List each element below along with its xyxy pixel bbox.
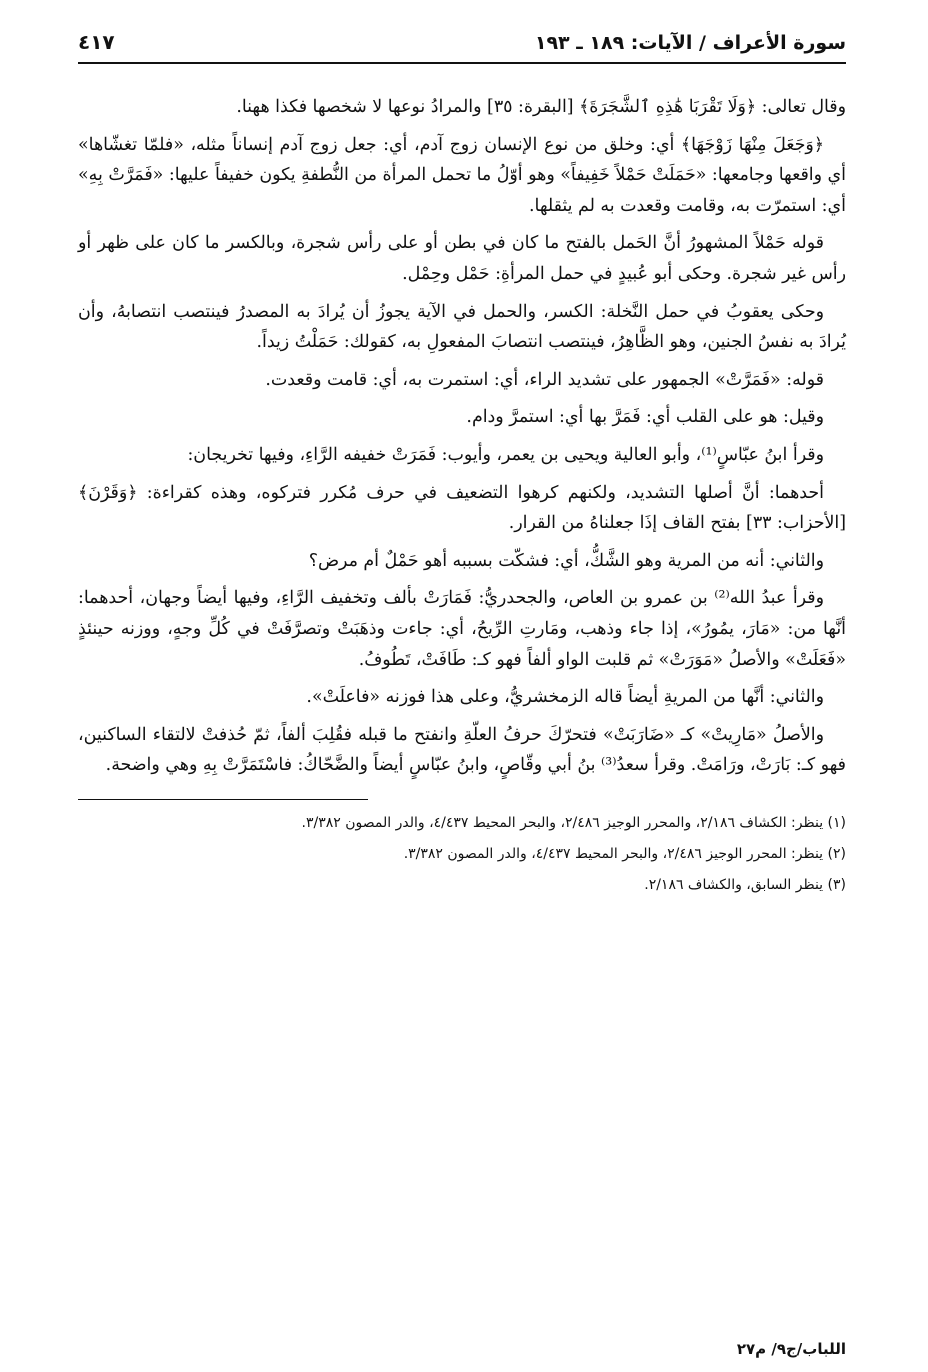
page-header	[78, 28, 846, 64]
footnote: (١) ينظر: الكشاف ٢/١٨٦، والمحرر الوجيز ٢/٤٨٦، والبحر المحيط ٤/٤٣٧، والدر المصون ٣/٣٨٢.	[301, 814, 846, 831]
paragraph: قوله حَمْلاً المشهورُ أنَّ الحَمل بالفتح ما كان في بطن أو على رأس شجرة، وبالكسر ما كان على ظهر أو رأس غير شجرة. وحكى أبو عُبيدٍ في حمل المرأةِ: حَمْل وحِمْل.	[78, 233, 846, 284]
paragraph: والثاني: أنَّها من المريةِ أيضاً قاله الزمخشريُّ، وعلى هذا فوزنه «فاعلَتْ».	[306, 687, 824, 708]
paragraph: وقرأ عبدُ الله⁽²⁾ بن عمرو بن العاص، والجحدريُّ: فَمَارَتْ بألف وتخفيف الرَّاءِ، وفيها أيضاً وجهان، أحدهما: أنَّها من: «مَارَ، يمُورُ»، إذا جاء وذهب، ومَارتِ الرِّيحُ، أي: جاءت وذهَبَتْ وتصرَّفَتْ في كُلِّ وجهٍ، ووزنه حينئذٍ «فَعَلَتْ» والأصلُ «مَوَرَتْ» ثم قلبت الواو ألفاً فهو كـ: طَافَتْ، تَطُوفُ.	[78, 588, 846, 670]
footnote: (٢) ينظر: المحرر الوجيز ٢/٤٨٦، والبحر المحيط ٤/٤٣٧، والدر المصون ٣/٣٨٢.	[403, 845, 846, 862]
paragraph: والثاني: أنه من المرية وهو الشَّكُّ، أي: فشكّت بسببه أهو حَمْلٌ أم مرض؟	[308, 550, 824, 571]
paragraph: وحكى يعقوبُ في حمل النَّخلة: الكسر، والحمل في الآية يجوزُ أن يُرادَ به المصدرُ فينتصب انتصابهُ، وأن يُرادَ به نفسُ الجنين، وهو الظَّاهِرُ، فينتصب انتصابَ المفعولِ به، كقولك: حَمَلْتُ زيداً.	[78, 301, 846, 353]
book-page	[78, 28, 846, 1358]
footnote-divider	[78, 799, 368, 800]
page-number: ٤١٧	[78, 30, 115, 54]
paragraph: أحدهما: أنَّ أصلها التشديد، ولكنهم كرهوا التضعيف في حرف مُكرر فتركوه، وهذه كقراءة: ﴿وَقَرْنَ﴾ [الأحزاب: ٣٣] بفتح القاف إذَا جعلناهُ من القرار.	[78, 482, 846, 534]
paragraph: وقال تعالى: ﴿وَلَا تَقْرَبَا هَٰذِهِ ٱلشَّجَرَةَ﴾ [البقرة: ٣٥] والمرادُ نوعها لا شخصها فكذا ههنا.	[236, 97, 846, 117]
paragraph: والأصلُ «مَارِيتْ» كـ «ضَارَبَتْ» فتحرّكَ حرفُ العلّةِ وانفتح ما قبله فقُلِبَ ألفاً، ثمّ حُذفتْ لالتقاء الساكنين، فهو كـ: بَارَتْ، ورَامَتْ. وقرأ سعدُ⁽³⁾ بنُ أبي وقّاصٍ، وابنُ عبّاسٍ أيضاً والضَّحّاكُ: فاسْتَمَرَّتْ بِهِ وهي واضحة.	[78, 724, 846, 776]
running-title: سورة الأعراف / الآيات: ١٨٩ ـ ١٩٣	[534, 32, 846, 54]
main-text	[78, 92, 846, 781]
footnote: (٣) ينظر السابق، والكشاف ٢/١٨٦.	[644, 876, 846, 893]
footnotes	[78, 808, 846, 901]
volume-signature: اللباب/ج٩/ م٢٧	[736, 1340, 846, 1358]
paragraph: وقيل: هو على القلب أي: فَمَرَّ بها أي: استمرَّ ودام.	[466, 407, 824, 428]
paragraph: وقرأ ابنُ عبّاسٍ⁽¹⁾، وأبو العالية ويحيى بن يعمر، وأيوب: فَمَرَتْ خفيفه الرَّاءِ، وفيها تخريجان:	[187, 444, 824, 465]
paragraph: قوله: «فَمَرَّتْ» الجمهور على تشديد الراء، أي: استمرت به، أي: قامت وقعدت.	[265, 369, 824, 390]
paragraph: ﴿وَجَعَلَ مِنْهَا زَوْجَهَا﴾ أي: وخلق من نوع الإنسان زوج آدم، أي: جعل زوج آدم إنساناً مثله، «فلمّا تغشّاها» أي واقعها وجامعها: «حَمَلَتْ حَمْلاً خَفِيفاً» وهو أوّلُ ما تحمل المرأة من النُّطفةِ يكون خفيفاً عليها: «فَمَرَّتْ بِهِ» أي: استمرّت به، وقامت وقعدت به لم يثقلها.	[78, 134, 846, 216]
